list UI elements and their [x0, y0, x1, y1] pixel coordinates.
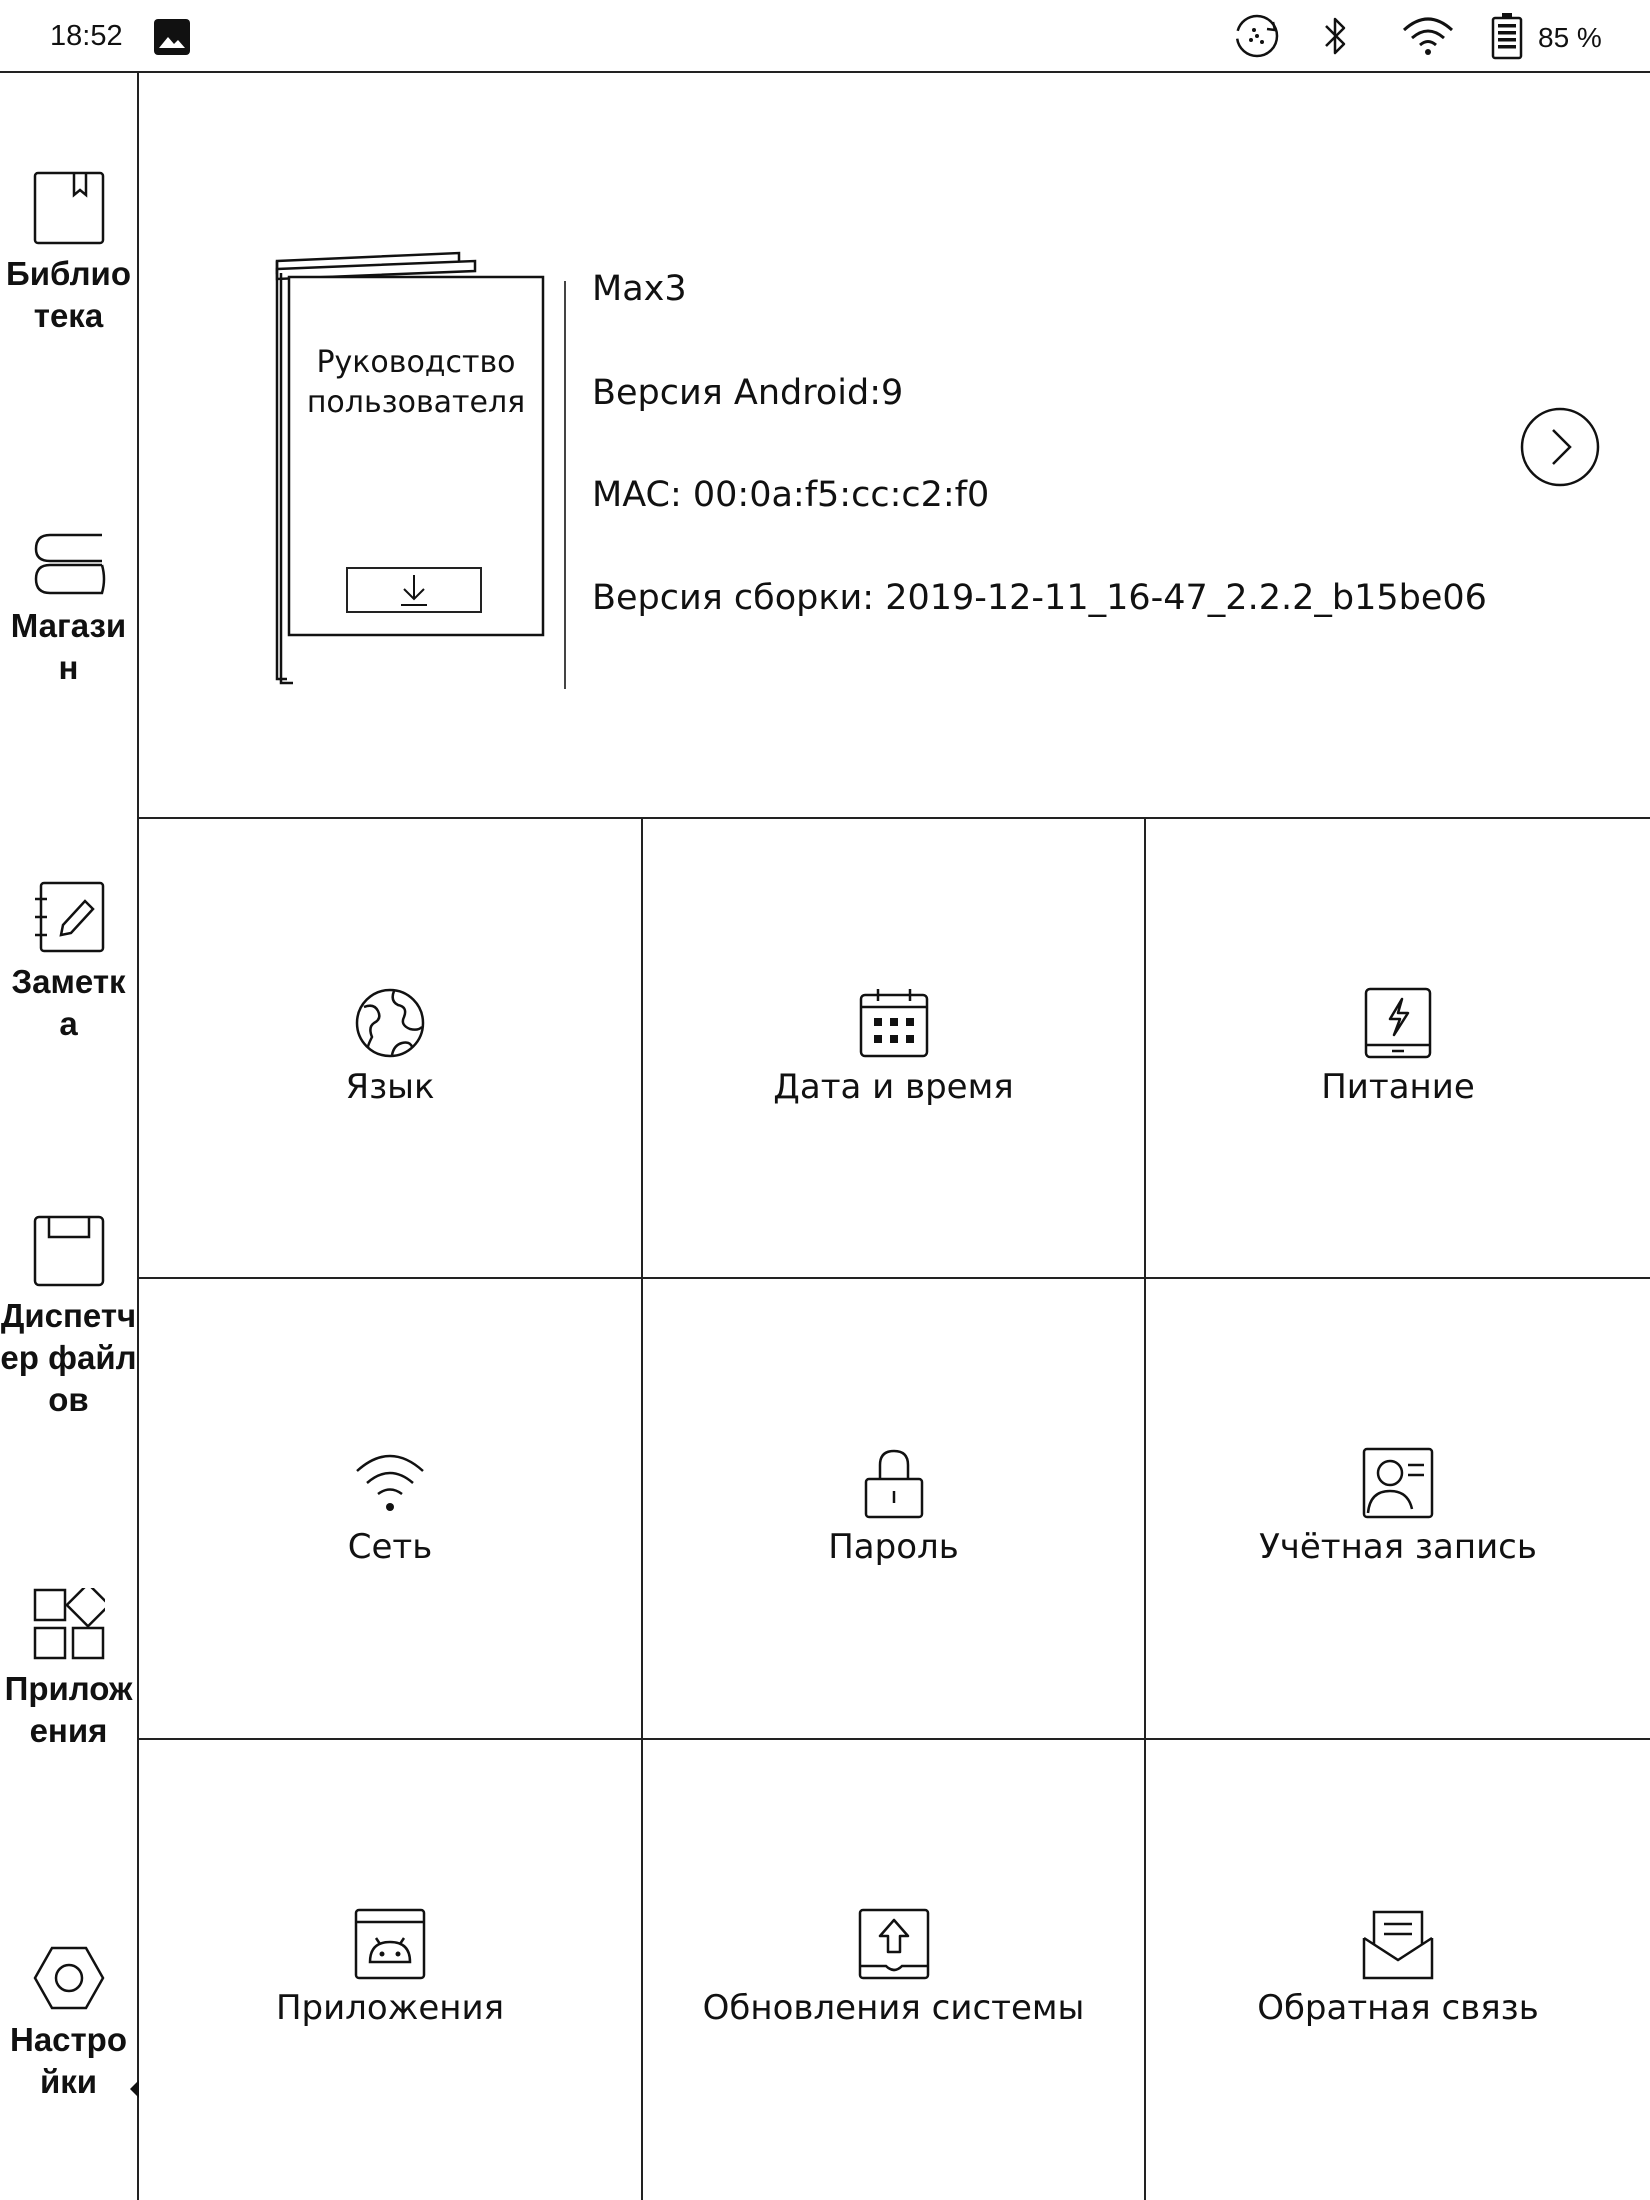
- battery-percent: 85 %: [1538, 22, 1602, 53]
- apps-icon: [33, 1588, 105, 1660]
- sidebar-item-label: Настройки: [9, 2021, 127, 2100]
- lock-icon: [858, 1447, 930, 1519]
- tile-language[interactable]: [139, 819, 643, 1279]
- tile-power[interactable]: [1146, 819, 1650, 1279]
- settings-grid: [139, 819, 1650, 2200]
- tile-system-update[interactable]: [643, 1740, 1146, 2200]
- status-bar: [0, 0, 1650, 73]
- build-version: Версия сборки: 2019-12-11_16-47_2.2.2_b15be06: [592, 578, 1487, 618]
- tile-apps[interactable]: [139, 1740, 643, 2200]
- feedback-icon: [1362, 1908, 1434, 1980]
- account-icon: [1362, 1447, 1434, 1519]
- settings-icon: [32, 1945, 106, 2011]
- sidebar-item-apps[interactable]: [0, 1588, 137, 1752]
- tile-label: Язык: [345, 1067, 435, 1107]
- download-manual-button[interactable]: [346, 567, 482, 613]
- android-icon: [354, 1908, 426, 1980]
- active-indicator: [130, 2080, 139, 2098]
- sidebar-item-notes[interactable]: [0, 881, 137, 1045]
- tile-label: Учётная запись: [1259, 1527, 1537, 1567]
- wifi-status-icon[interactable]: [1400, 12, 1456, 60]
- tile-label: Питание: [1321, 1067, 1475, 1107]
- tile-label: Пароль: [828, 1527, 959, 1567]
- power-icon: [1362, 987, 1434, 1059]
- tile-date-time[interactable]: [643, 819, 1146, 1279]
- tile-account[interactable]: [1146, 1279, 1650, 1740]
- manual-title: Руководство пользователя: [306, 345, 526, 420]
- clock: 18:52: [50, 20, 123, 52]
- tile-password[interactable]: [643, 1279, 1146, 1740]
- sidebar-item-library[interactable]: [0, 171, 137, 337]
- device-model: Max3: [592, 269, 687, 309]
- notes-icon: [33, 881, 105, 953]
- tile-label: Приложения: [275, 1988, 505, 2028]
- tile-label: Сеть: [347, 1527, 433, 1567]
- bluetooth-icon[interactable]: [1320, 12, 1350, 60]
- sidebar-item-label: Библиотека: [6, 255, 131, 334]
- sidebar-item-file-manager[interactable]: [0, 1215, 137, 1421]
- sync-icon[interactable]: [1232, 12, 1282, 60]
- battery-icon[interactable]: [1490, 12, 1524, 60]
- store-icon: [32, 531, 106, 597]
- user-manual-icon[interactable]: [267, 249, 567, 709]
- sidebar-item-label: Заметка: [11, 963, 126, 1042]
- sidebar-item-store[interactable]: [0, 531, 137, 689]
- mac-address: MAC: 00:0a:f5:cc:c2:f0: [592, 475, 990, 515]
- sidebar-item-label: Приложения: [4, 1670, 133, 1749]
- tile-label: Дата и время: [773, 1067, 1014, 1107]
- image-notification-icon[interactable]: [153, 18, 191, 56]
- library-icon: [33, 171, 105, 245]
- system-update-icon: [858, 1908, 930, 1980]
- calendar-icon: [858, 987, 930, 1059]
- file-manager-icon: [33, 1215, 105, 1287]
- chevron-right-icon[interactable]: [1519, 406, 1601, 488]
- device-info-panel[interactable]: [139, 73, 1650, 819]
- wifi-icon: [354, 1447, 426, 1519]
- tile-label: Обратная связь: [1257, 1988, 1539, 2028]
- sidebar-item-label: Магазин: [10, 607, 127, 686]
- sidebar: [0, 73, 139, 2200]
- download-icon: [348, 569, 480, 611]
- android-version: Версия Android:9: [592, 373, 904, 413]
- sidebar-item-settings[interactable]: [0, 1945, 137, 2103]
- tile-network[interactable]: [139, 1279, 643, 1740]
- info-divider: [564, 281, 566, 689]
- tile-feedback[interactable]: [1146, 1740, 1650, 2200]
- sidebar-item-label: Диспетчер файлов: [0, 1297, 137, 1418]
- tile-label: Обновления системы: [702, 1988, 1085, 2028]
- globe-icon: [354, 987, 426, 1059]
